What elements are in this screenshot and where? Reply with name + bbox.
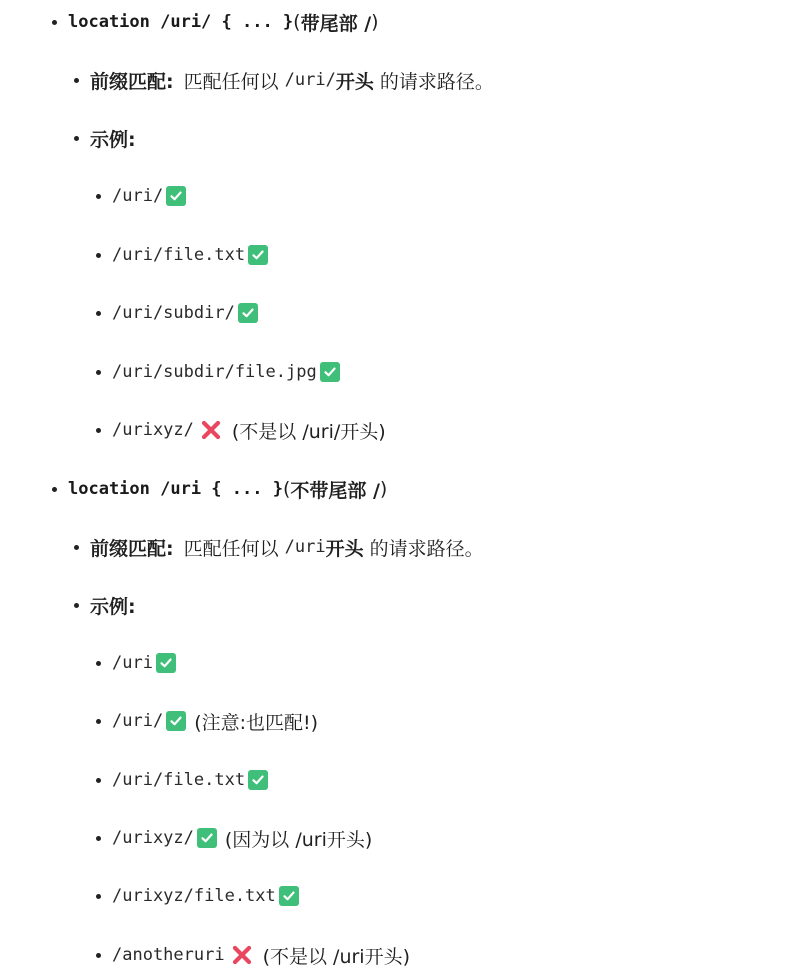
example-path: /urixyz/ [112,420,194,440]
check-mark-icon [197,828,217,848]
bullet [96,894,101,899]
paren: ( [293,11,301,33]
bullet [96,719,101,724]
prefix-label: 前缀匹配: [90,70,174,93]
bullet [96,194,101,199]
check-mark-icon [238,303,258,323]
check-mark-icon [248,245,268,265]
bullet [52,487,57,492]
example-path: /uri [112,653,153,673]
example-path: /urixyz/file.txt [112,886,276,906]
location-code: location /uri { ... } [68,479,283,499]
paren: ) [379,478,388,500]
paren: ( [282,478,291,500]
prefix-text-end: 的请求路径。 [369,537,484,560]
example-item [96,357,340,387]
prefix-text-end: 的请求路径。 [379,70,494,93]
example-item [96,240,268,270]
examples-label: 示例: [90,128,136,151]
example-item [96,823,372,853]
bullet [96,428,101,433]
prefix-code: /uri [284,537,326,557]
example-item [96,881,299,911]
example-item [96,940,410,970]
check-mark-icon [279,886,299,906]
bullet [96,311,101,316]
heading-bold-text: 带尾部 / [300,12,372,35]
prefix-text: 匹配任何以 [183,70,279,93]
bullet [74,545,79,550]
bullet [74,136,79,141]
check-mark-icon [156,653,176,673]
prefix-bold: 开头 [335,70,374,93]
example-note: (注意:也匹配!) [194,711,319,734]
example-path: /uri/ [112,186,164,206]
example-note: (因为以 /uri开头) [224,828,373,851]
examples-heading [74,123,136,153]
example-item [96,648,176,678]
section-heading-2 [52,474,387,504]
bullet [52,20,57,25]
section-heading-1 [52,7,379,37]
example-path: /urixyz/ [112,828,194,848]
example-item [96,415,386,445]
check-mark-icon [248,770,268,790]
check-mark-icon [320,362,340,382]
example-path: /anotheruri [112,945,225,965]
example-item [96,298,258,328]
check-mark-icon [166,186,186,206]
location-code: location /uri/ { ... } [68,12,294,32]
bullet [96,836,101,841]
prefix-match-line [74,532,484,562]
bullet [74,603,79,608]
example-path: /uri/subdir/ [112,303,235,323]
bullet [96,778,101,783]
prefix-label: 前缀匹配: [90,537,174,560]
example-path: /uri/subdir/file.jpg [112,362,317,382]
cross-mark-icon [198,418,224,442]
example-note: (不是以 /uri/开头) [231,420,386,443]
prefix-text: 匹配任何以 [183,537,279,560]
bullet [96,370,101,375]
example-path: /uri/file.txt [112,770,246,790]
prefix-match-line [74,65,494,95]
prefix-code: /uri/ [284,70,336,90]
example-note: (不是以 /uri开头) [262,945,410,968]
example-item [96,181,186,211]
examples-heading [74,590,136,620]
example-path: /uri/ [112,711,164,731]
bullet [96,661,101,666]
example-item [96,706,318,736]
bullet [96,953,101,958]
prefix-bold: 开头 [325,537,364,560]
bullet [74,78,79,83]
bullet [96,253,101,258]
examples-label: 示例: [90,595,136,618]
example-item [96,765,268,795]
heading-bold-text: 不带尾部 / [290,479,380,502]
check-mark-icon [166,711,186,731]
paren: ) [371,11,379,33]
cross-mark-icon [229,943,255,967]
example-path: /uri/file.txt [112,245,246,265]
